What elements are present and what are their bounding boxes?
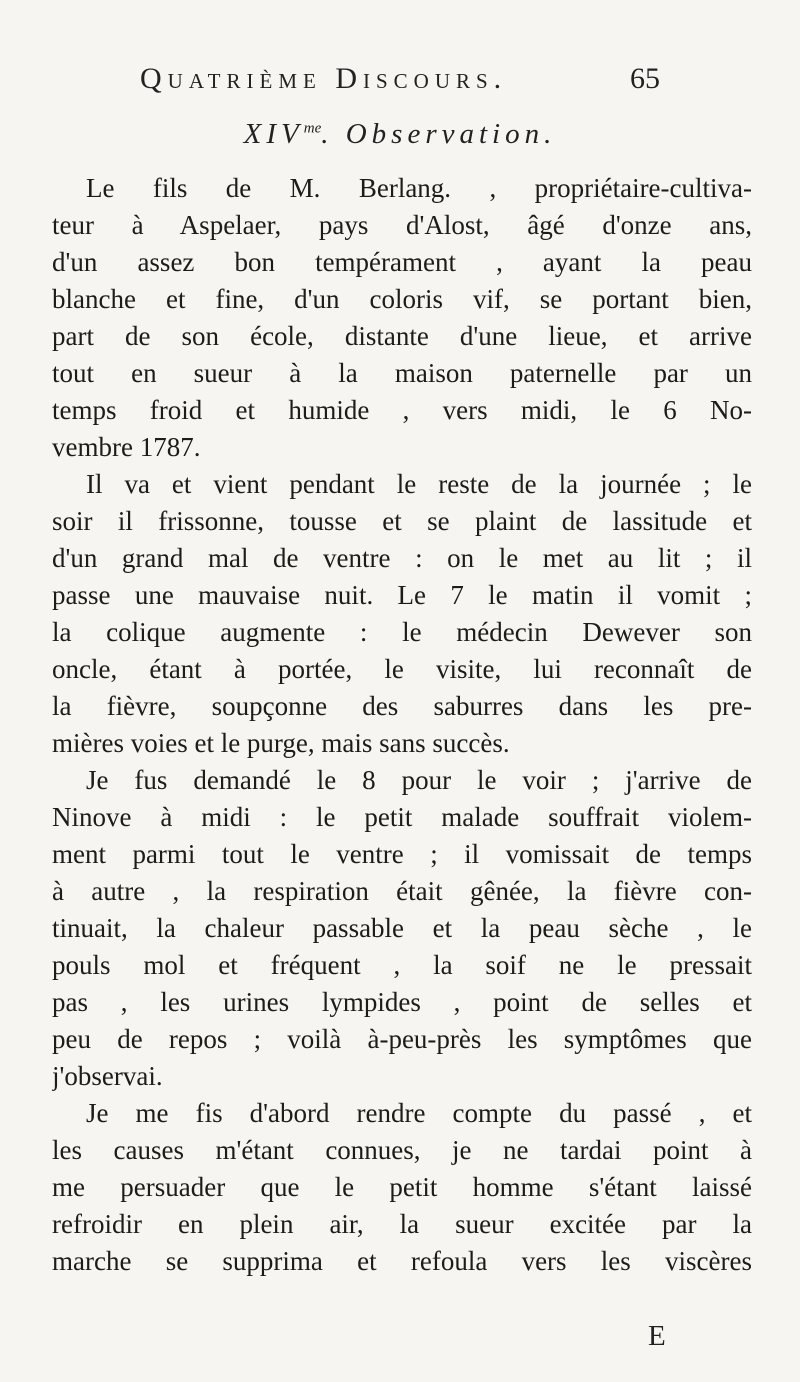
text-line: teur à Aspelaer, pays d'Alost, âgé d'onze ans, — [52, 210, 752, 240]
text-line: soir il frissonne, tousse et se plaint de lassitude et — [52, 506, 752, 536]
text-line: pas , les urines lympides , point de selles et — [52, 987, 752, 1017]
text-line: pouls mol et fréquent , la soif ne le pressait — [52, 950, 752, 980]
text-line: Il va et vient pendant le reste de la journée ; le — [86, 469, 752, 499]
text-line: oncle, étant à portée, le visite, lui reconnaît de — [52, 654, 752, 684]
body-text — [52, 170, 752, 1280]
page-number: 65 — [630, 62, 660, 95]
text-line: passe une mauvaise nuit. Le 7 le matin il vomit ; — [52, 580, 752, 610]
text-line: d'un grand mal de ventre : on le met au lit ; il — [52, 543, 752, 573]
text-line: vembre 1787. — [52, 432, 201, 462]
text-line: Je fus demandé le 8 pour le voir ; j'arrive de — [86, 765, 752, 795]
text-line: ment parmi tout le ventre ; il vomissait de temps — [52, 839, 752, 869]
text-line: peu de repos ; voilà à-peu-près les symptômes que — [52, 1024, 752, 1054]
text-line: à autre , la respiration était gênée, la fièvre con- — [52, 876, 752, 906]
running-head — [140, 62, 660, 102]
text-line: j'observai. — [52, 1061, 163, 1091]
text-line: part de son école, distante d'une lieue, et arrive — [52, 321, 752, 351]
text-line: la colique augmente : le médecin Dewever son — [52, 617, 752, 647]
signature-mark: E — [648, 1320, 666, 1352]
text-line: marche se supprima et refoula vers les viscères — [52, 1246, 752, 1276]
text-line: blanche et fine, d'un coloris vif, se portant bien, — [52, 284, 752, 314]
observation-number: XIV — [243, 118, 304, 150]
text-line: Ninove à midi : le petit malade souffrait violem- — [52, 802, 752, 832]
text-line: Le fils de M. Berlang. , propriétaire-cultiva- — [86, 173, 752, 203]
text-line: mières voies et le purge, mais sans succès. — [52, 728, 510, 758]
observation-heading — [0, 118, 800, 151]
text-line: temps froid et humide , vers midi, le 6 No- — [52, 395, 752, 425]
text-line: tout en sueur à la maison paternelle par un — [52, 358, 752, 388]
observation-title: . Observation. — [321, 118, 557, 150]
running-title: Quatrième Discours. — [140, 62, 508, 95]
observation-number-suffix: me — [303, 120, 322, 137]
text-line: d'un assez bon tempérament , ayant la peau — [52, 247, 752, 277]
text-line: refroidir en plein air, la sueur excitée par la — [52, 1209, 752, 1239]
text-line: la fièvre, soupçonne des saburres dans les pre- — [52, 691, 752, 721]
text-line: Je me fis d'abord rendre compte du passé , et — [86, 1098, 752, 1128]
text-line: tinuait, la chaleur passable et la peau sèche , le — [52, 913, 752, 943]
text-line: les causes m'étant connues, je ne tardai point à — [52, 1135, 752, 1165]
text-line: me persuader que le petit homme s'étant laissé — [52, 1172, 752, 1202]
